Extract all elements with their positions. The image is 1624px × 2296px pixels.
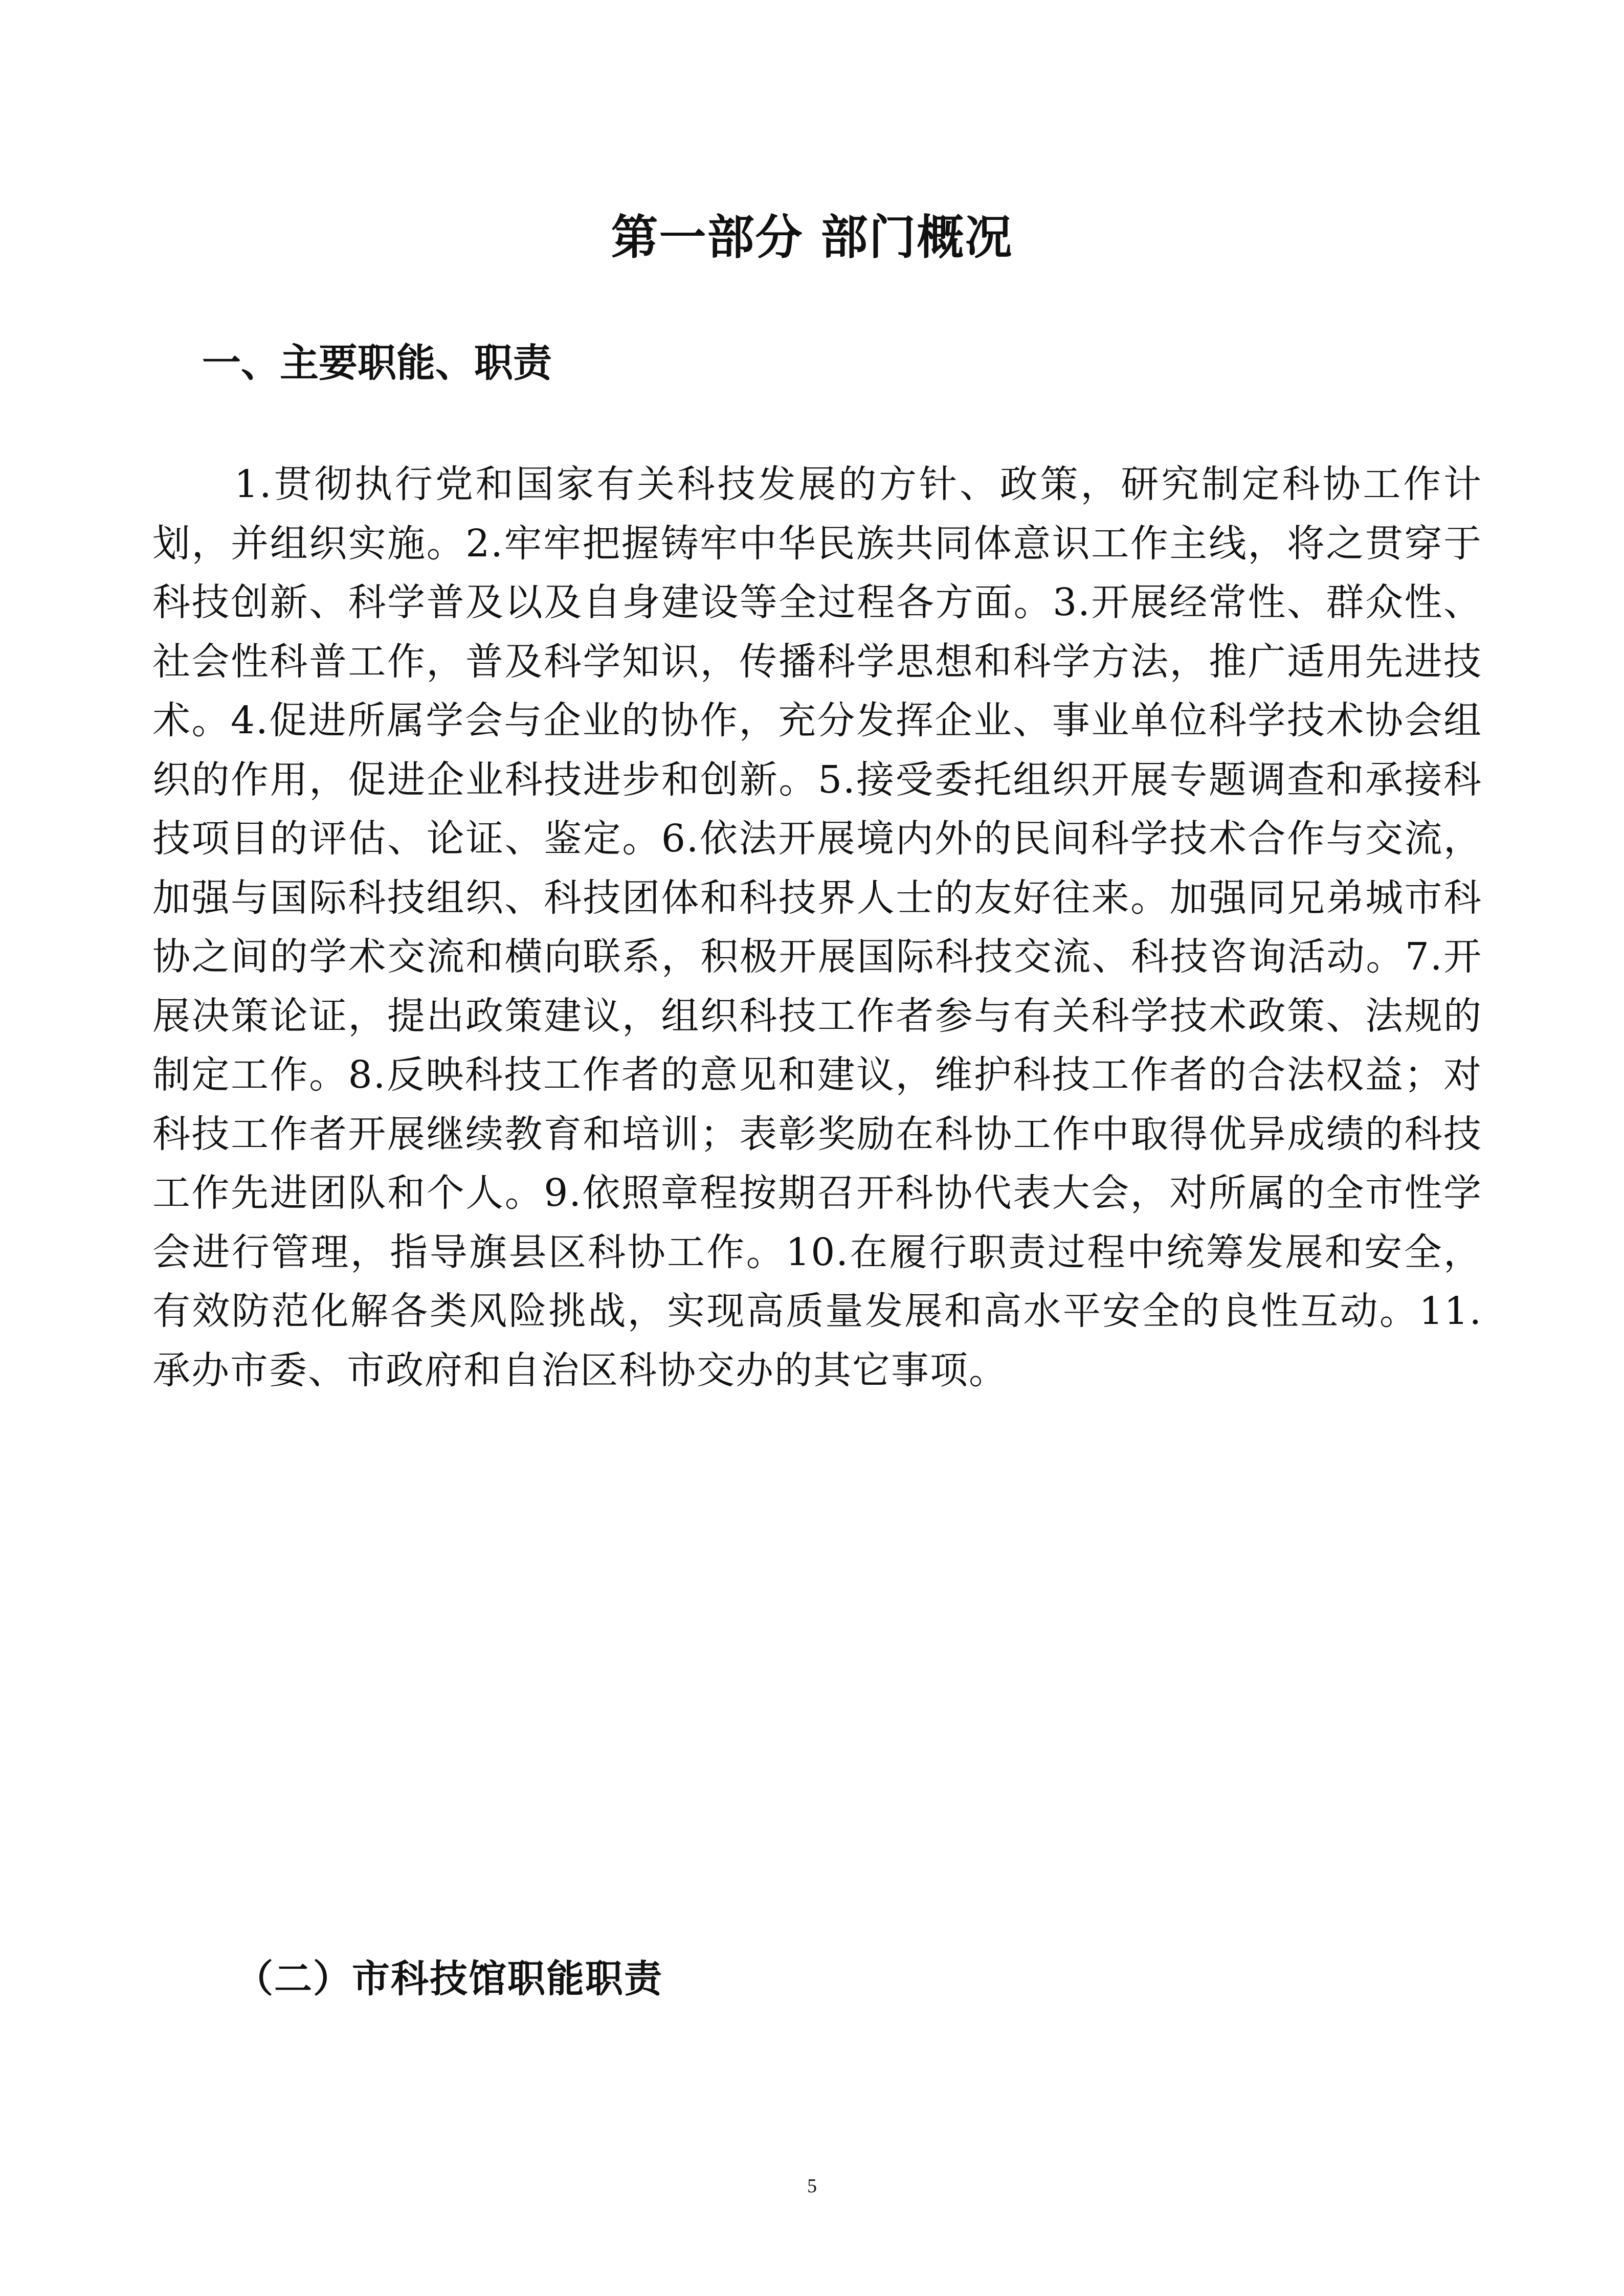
section-heading: 一、主要职能、职责: [202, 340, 552, 386]
page-number: 5: [807, 2175, 817, 2197]
page-title: 第一部分 部门概况: [611, 210, 1013, 265]
sub-heading: （二）市科技馆职能职责: [235, 1957, 663, 2001]
body-paragraph: 1.贯彻执行党和国家有关科技发展的方针、政策，研究制定科协工作计划，并组织实施。2.牢牢把握铸牢中华民族共同体意识工作主线，将之贯穿于科技创新、科学普及以及自身建设等全过程各方面。3.开展经常性、群众性、社会性科普工作，普及科学知识，传播科学思想和科学方法，推广适用先进技术。4.促进所属学会与企业的协作，充分发挥企业、事业单位科学技术协会组织的作用，促进企业科技进步和创新。5.接受委托组织开展专题调查和承接科技项目的评估、论证、鉴定。6.依法开展境内外的民间科学技术合作与交流，加强与国际科技组织、科技团体和科技界人士的友好往来。加强同兄弟城市科协之间的学术交流和横向联系，积极开展国际科技交流、科技咨询活动。7.开展决策论证，提出政策建议，组织科技工作者参与有关科学技术政策、法规的制定工作。8.反映科技工作者的意见和建议，维护科技工作者的合法权益；对科技工作者开展继续教育和培训；表彰奖励在科协工作中取得优异成绩的科技工作先进团队和个人。9.依照章程按期召开科协代表大会，对所属的全市性学会进行管理，指导旗县区科协工作。10.在履行职责过程中统筹发展和安全，有效防范化解各类风险挑战，实现高质量发展和高水平安全的良性互动。11.承办市委、市政府和自治区科协交办的其它事项。: [152, 462, 1482, 1392]
